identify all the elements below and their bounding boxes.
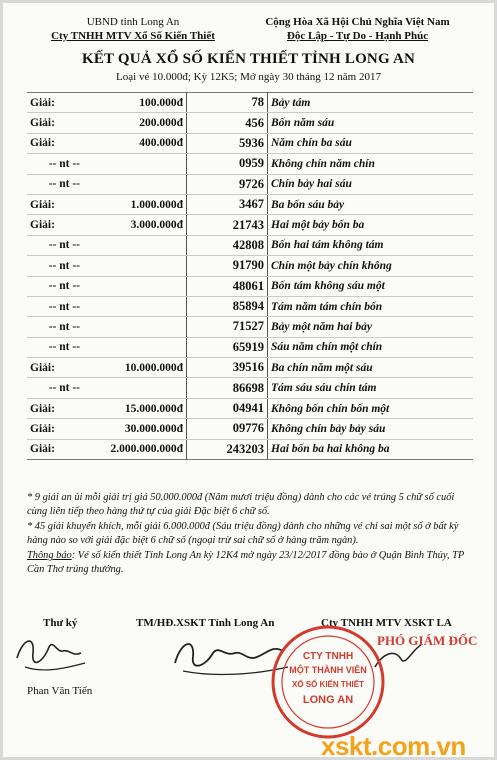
prize-label: -- nt -- xyxy=(27,378,90,398)
result-row xyxy=(27,113,473,133)
signer-name: Phan Văn Tiến xyxy=(27,685,93,697)
prize-label: Giải: xyxy=(27,439,90,459)
result-row xyxy=(27,174,473,194)
winning-number: 0959 xyxy=(187,154,268,174)
notes-section xyxy=(27,491,475,579)
header-left xyxy=(33,15,233,43)
prize-amount: 1.000.000đ xyxy=(90,194,187,214)
winning-number: 04941 xyxy=(187,398,268,418)
prize-label: Giải: xyxy=(27,194,90,214)
stamp-line-4: LONG AN xyxy=(302,694,354,706)
prize-label: Giải: xyxy=(27,113,90,133)
prize-label: Giải: xyxy=(27,419,90,439)
number-in-words: Không chín bảy bảy sáu xyxy=(268,419,474,439)
number-in-words: Ba bốn sáu bảy xyxy=(268,194,474,214)
winning-number: 09776 xyxy=(187,419,268,439)
prize-label: -- nt -- xyxy=(27,337,90,357)
prize-label: -- nt -- xyxy=(27,154,90,174)
stamp-role: PHÓ GIÁM ĐỐC xyxy=(377,633,478,648)
prize-amount xyxy=(90,174,187,194)
winning-number: 39516 xyxy=(187,358,268,378)
prize-label: Giải: xyxy=(27,215,90,235)
prize-amount xyxy=(90,276,187,296)
number-in-words: Tám năm tám chín bốn xyxy=(268,296,474,316)
winning-number: 86698 xyxy=(187,378,268,398)
prize-label: -- nt -- xyxy=(27,235,90,255)
result-row xyxy=(27,154,473,174)
result-row xyxy=(27,276,473,296)
notice-label: Thông báo xyxy=(27,550,72,562)
number-in-words: Không bốn chín bốn một xyxy=(268,398,474,418)
prize-amount: 3.000.000đ xyxy=(90,215,187,235)
province-committee: UBND tỉnh Long An xyxy=(86,16,180,28)
secretary-title: Thư ký xyxy=(43,617,78,629)
result-row xyxy=(27,337,473,357)
results-table xyxy=(27,92,473,460)
winning-number: 243203 xyxy=(187,439,268,459)
result-row xyxy=(27,133,473,153)
winning-number: 42808 xyxy=(187,235,268,255)
result-row xyxy=(27,194,473,214)
notice-text: : Vé số kiến thiết Tỉnh Long An kỳ 12K4 mở ngày 23/12/2017 đồng bào ở Quận Bình Thủy, TP Cần Thơ trúng thưởng. xyxy=(27,550,465,575)
prize-amount xyxy=(90,154,187,174)
stamp-line-1: CTY TNHH xyxy=(302,651,354,662)
prize-label: Giải: xyxy=(27,93,90,113)
consolation-prize-note: * 9 giải an ủi mỗi giải trị giá 50.000.000đ (Năm mươi triệu đồng) dành cho các vé trúng 5 chữ số cuối cùng liên tiếp theo hàng thứ tự của giải Đặc biệt 6 chữ số. xyxy=(27,492,455,517)
prize-amount xyxy=(90,296,187,316)
notice xyxy=(27,549,475,576)
national-motto: Độc Lập - Tự Do - Hạnh Phúc xyxy=(286,30,429,42)
number-in-words: Ba chín năm một sáu xyxy=(268,358,474,378)
winning-number: 78 xyxy=(187,93,268,113)
prize-label: -- nt -- xyxy=(27,276,90,296)
prize-label: -- nt -- xyxy=(27,174,90,194)
result-row xyxy=(27,235,473,255)
winning-number: 21743 xyxy=(187,215,268,235)
winning-number: 85894 xyxy=(187,296,268,316)
result-row xyxy=(27,378,473,398)
number-in-words: Bốn năm sáu xyxy=(268,113,474,133)
number-in-words: Năm chín ba sáu xyxy=(268,133,474,153)
winning-number: 71527 xyxy=(187,317,268,337)
winning-number: 65919 xyxy=(187,337,268,357)
header-right xyxy=(235,15,480,43)
result-row xyxy=(27,296,473,316)
number-in-words: Bốn tám không sáu một xyxy=(268,276,474,296)
prize-amount xyxy=(90,378,187,398)
company-name: Cty TNHH MTV Xổ Số Kiến Thiết xyxy=(51,30,215,42)
result-row xyxy=(27,358,473,378)
result-row xyxy=(27,439,473,459)
winning-number: 456 xyxy=(187,113,268,133)
number-in-words: Sáu năm chín một chín xyxy=(268,337,474,357)
result-row xyxy=(27,317,473,337)
number-in-words: Tám sáu sáu chín tám xyxy=(268,378,474,398)
prize-amount xyxy=(90,235,187,255)
winning-number: 48061 xyxy=(187,276,268,296)
prize-amount: 15.000.000đ xyxy=(90,398,187,418)
site-watermark: xskt.com.vn xyxy=(321,731,466,757)
prize-label: Giải: xyxy=(27,398,90,418)
result-row xyxy=(27,398,473,418)
prize-amount: 2.000.000.000đ xyxy=(90,439,187,459)
prize-amount: 200.000đ xyxy=(90,113,187,133)
council-title: TM/HĐ.XSKT Tỉnh Long An xyxy=(136,617,275,629)
winning-number: 3467 xyxy=(187,194,268,214)
company-stamp xyxy=(269,623,387,741)
draw-info: Loại vé 10.000đ; Kỳ 12K5; Mở ngày 30 tháng 12 năm 2017 xyxy=(116,71,381,83)
result-row xyxy=(27,215,473,235)
number-in-words: Bốn hai tám không tám xyxy=(268,235,474,255)
winning-number: 5936 xyxy=(187,133,268,153)
prize-amount: 100.000đ xyxy=(90,93,187,113)
page-title: KẾT QUẢ XỔ SỐ KIẾN THIẾT TỈNH LONG AN xyxy=(81,51,416,67)
prize-amount xyxy=(90,317,187,337)
number-in-words: Không chín năm chín xyxy=(268,154,474,174)
number-in-words: Chín bảy hai sáu xyxy=(268,174,474,194)
prize-amount: 10.000.000đ xyxy=(90,358,187,378)
winning-number: 9726 xyxy=(187,174,268,194)
number-in-words: Bảy một năm hai bảy xyxy=(268,317,474,337)
encouragement-prize-note: * 45 giải khuyến khích, mỗi giải 6.000.000đ (Sáu triệu đồng) dành cho những vé chỉ sai một số ở bất kỳ hàng nào so với giải đặc biệt 6 chữ số (ngoại trừ sai chữ số ở hàng trăm ngàn). xyxy=(27,521,459,546)
nation-name: Cộng Hòa Xã Hội Chủ Nghĩa Việt Nam xyxy=(265,16,450,28)
prize-label: Giải: xyxy=(27,133,90,153)
company-sign-title: Cty TNHH MTV XSKT LA xyxy=(321,617,452,629)
prize-amount: 30.000.000đ xyxy=(90,419,187,439)
number-in-words: Hai một bảy bốn ba xyxy=(268,215,474,235)
number-in-words: Hai bốn ba hai không ba xyxy=(268,439,474,459)
result-row xyxy=(27,93,473,113)
lottery-result-sheet xyxy=(3,3,494,757)
number-in-words: Chín một bảy chín không xyxy=(268,256,474,276)
result-row xyxy=(27,256,473,276)
prize-label: -- nt -- xyxy=(27,256,90,276)
stamp-line-3: XỔ SỐ KIẾN THIẾT xyxy=(291,680,365,689)
result-row xyxy=(27,419,473,439)
prize-amount xyxy=(90,256,187,276)
prize-label: Giải: xyxy=(27,358,90,378)
prize-amount xyxy=(90,337,187,357)
prize-amount: 400.000đ xyxy=(90,133,187,153)
winning-number: 91790 xyxy=(187,256,268,276)
stamp-line-2: MỘT THÀNH VIÊN xyxy=(289,665,367,675)
number-in-words: Bảy tám xyxy=(268,93,474,113)
prize-label: -- nt -- xyxy=(27,296,90,316)
prize-label: -- nt -- xyxy=(27,317,90,337)
